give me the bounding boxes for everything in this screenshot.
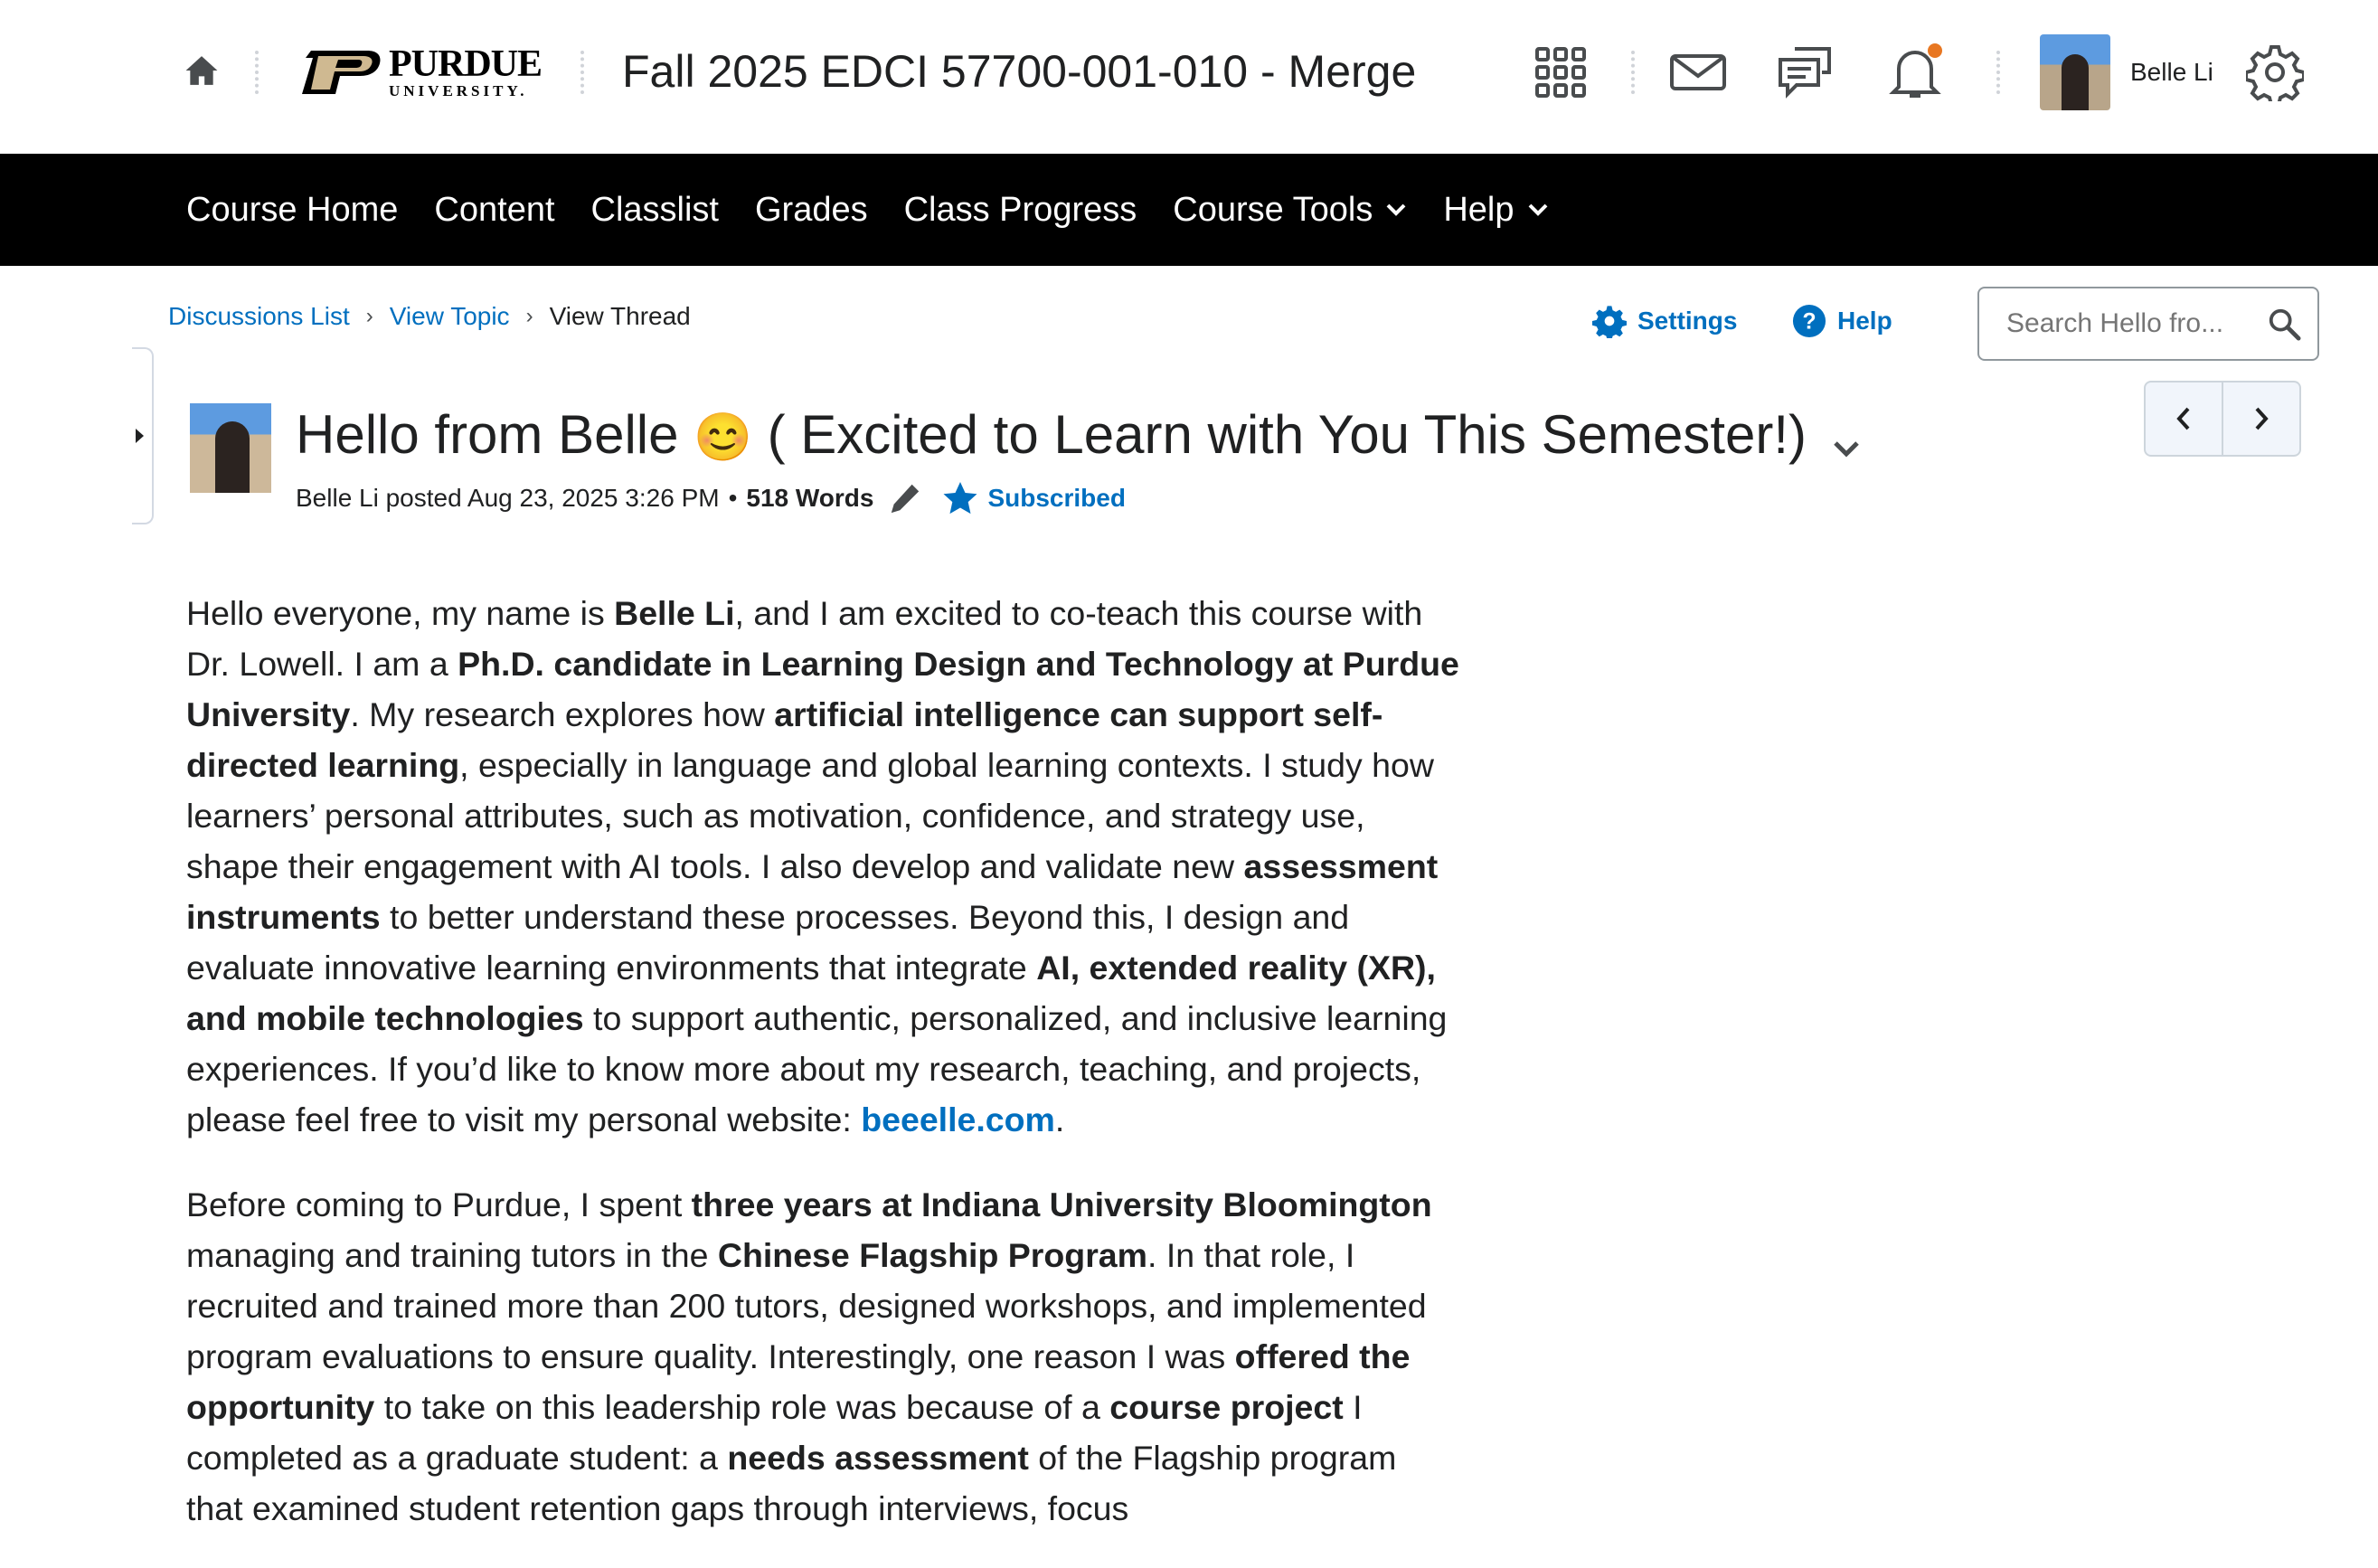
help-button[interactable] [1792,304,1892,338]
previous-thread-button[interactable] [2146,383,2222,455]
chevron-down-icon [1385,203,1407,217]
user-name[interactable]: Belle Li [2130,58,2213,86]
next-thread-button[interactable] [2222,383,2299,455]
subscribed-toggle[interactable]: Subscribed [987,484,1126,512]
chevron-left-icon [2174,405,2194,432]
bold-text: assessment instruments [186,847,1439,936]
help-circle-icon [1792,304,1826,338]
chevron-down-icon[interactable] [1832,439,1861,459]
chevron-down-icon [1527,203,1549,217]
thread-pager [2144,381,2301,457]
nav-item-label: Classlist [590,190,719,229]
search-box [1977,287,2319,361]
nav-item-label: Grades [754,190,868,229]
pencil-icon[interactable] [888,481,922,515]
body-text: . [1054,1100,1065,1138]
nav-item-label: Help [1443,190,1515,229]
nav-item-help[interactable] [1443,191,1548,230]
nav-item-label: Class Progress [903,190,1137,229]
body-text: to take on this leadership role was because of a [374,1388,1110,1426]
author-avatar [190,403,271,493]
post-paragraph [186,1179,1461,1534]
settings-label: Settings [1637,307,1738,335]
nav-item-classlist[interactable] [591,191,719,230]
body-text: . My research explores how [350,695,775,733]
body-text: I completed as a graduate student: a [186,1388,1363,1477]
search-input[interactable] [2006,308,2260,339]
body-text: to better understand these processes. Beyond this, I design and evaluate innovative learning environments that integrate [186,898,1350,987]
body-text: , and I am excited to co-teach this course with Dr. Lowell. I am a [186,594,1423,683]
body-text: of the Flagship program that examined student retention gaps through interviews, focus [186,1439,1397,1527]
search-icon[interactable] [2267,307,2301,341]
bold-text: course project [1109,1388,1344,1426]
mail-icon[interactable] [1669,43,1727,101]
logo-line2: UNIVERSITY. [389,82,528,99]
bold-text: Ph.D. candidate in Learning Design and Technology at Purdue University [186,645,1459,733]
settings-button[interactable] [1592,304,1737,338]
body-text: . In that role, I recruited and trained more than 200 tutors, designed workshops, and implemented program evaluations to ensure quality. Interestingly, one reason I was [186,1236,1427,1375]
breadcrumb-discussions-list[interactable]: Discussions List [168,302,350,330]
title-text: Hello from Belle [296,404,694,465]
chevron-right-icon: › [365,304,373,328]
breadcrumb-current: View Thread [549,302,691,330]
post-paragraph [186,588,1461,1145]
thread-title [296,403,1807,466]
bold-text: needs assessment [727,1439,1029,1477]
app-grid-icon[interactable] [1532,43,1590,101]
breadcrumb [168,302,691,331]
body-text: Before coming to Purdue, I spent [186,1185,692,1223]
bold-text: Belle Li [614,594,735,632]
course-navbar [0,154,2378,266]
course-title[interactable]: Fall 2025 EDCI 57700-001-010 - Merge [622,46,1417,97]
gear-icon[interactable] [2246,43,2304,101]
purdue-logo[interactable] [298,45,542,99]
nav-item-grades[interactable] [755,191,868,230]
body-text: to support authentic, personalized, and inclusive learning experiences. If you’d like to know more about my research, teaching, and projects, please feel free to visit my personal website: [186,999,1448,1138]
bold-text: artificial intelligence can support self-directed learning [186,695,1383,784]
nav-item-course-home[interactable] [186,191,398,230]
gear-icon [1592,304,1627,338]
body-text: managing and training tutors in the [186,1236,718,1274]
logo-line1: PURDUE [389,43,542,85]
nav-item-class-progress[interactable] [904,191,1137,230]
chat-icon[interactable] [1777,43,1835,101]
breadcrumb-view-topic[interactable]: View Topic [389,302,510,330]
author-posted: Belle Li posted Aug 23, 2025 3:26 PM [296,484,720,512]
bold-text: Chinese Flagship Program [717,1236,1147,1274]
user-avatar[interactable] [2040,34,2110,110]
bullet: • [728,484,738,512]
smile-emoji-icon: 😊 [694,411,752,464]
website-link[interactable]: beeelle.com [861,1100,1055,1138]
caret-right-icon [134,425,146,447]
side-panel-toggle[interactable] [132,347,154,524]
post-body [186,588,1461,1568]
chevron-right-icon: › [525,304,533,328]
nav-item-label: Content [434,190,555,229]
chevron-right-icon [2251,405,2271,432]
post-meta [296,481,1126,515]
word-count: 518 Words [746,484,874,512]
bold-text: offered the opportunity [186,1337,1411,1426]
bold-text: AI, extended reality (XR), and mobile technologies [186,949,1436,1037]
nav-item-label: Course Tools [1173,190,1373,229]
body-text: Hello everyone, my name is [186,594,615,632]
notification-bell-icon[interactable] [1886,43,1944,101]
star-icon[interactable] [942,481,978,515]
help-label: Help [1837,307,1892,335]
body-text: , especially in language and global learning contexts. I study how learners’ personal attributes, such as motivation, confidence, and strategy use, shape their engagement with AI tools. I also develop and validate new [186,746,1434,885]
purdue-p-icon [298,49,382,96]
nav-item-course-tools[interactable] [1173,191,1407,230]
home-icon[interactable] [184,54,219,87]
nav-item-label: Course Home [186,190,399,229]
nav-item-content[interactable] [434,191,554,230]
svg-text:?: ? [1802,309,1817,335]
title-text-rest: ( Excited to Learn with You This Semester!) [751,404,1807,465]
bold-text: three years at Indiana University Bloomington [691,1185,1432,1223]
top-header [0,0,2378,154]
